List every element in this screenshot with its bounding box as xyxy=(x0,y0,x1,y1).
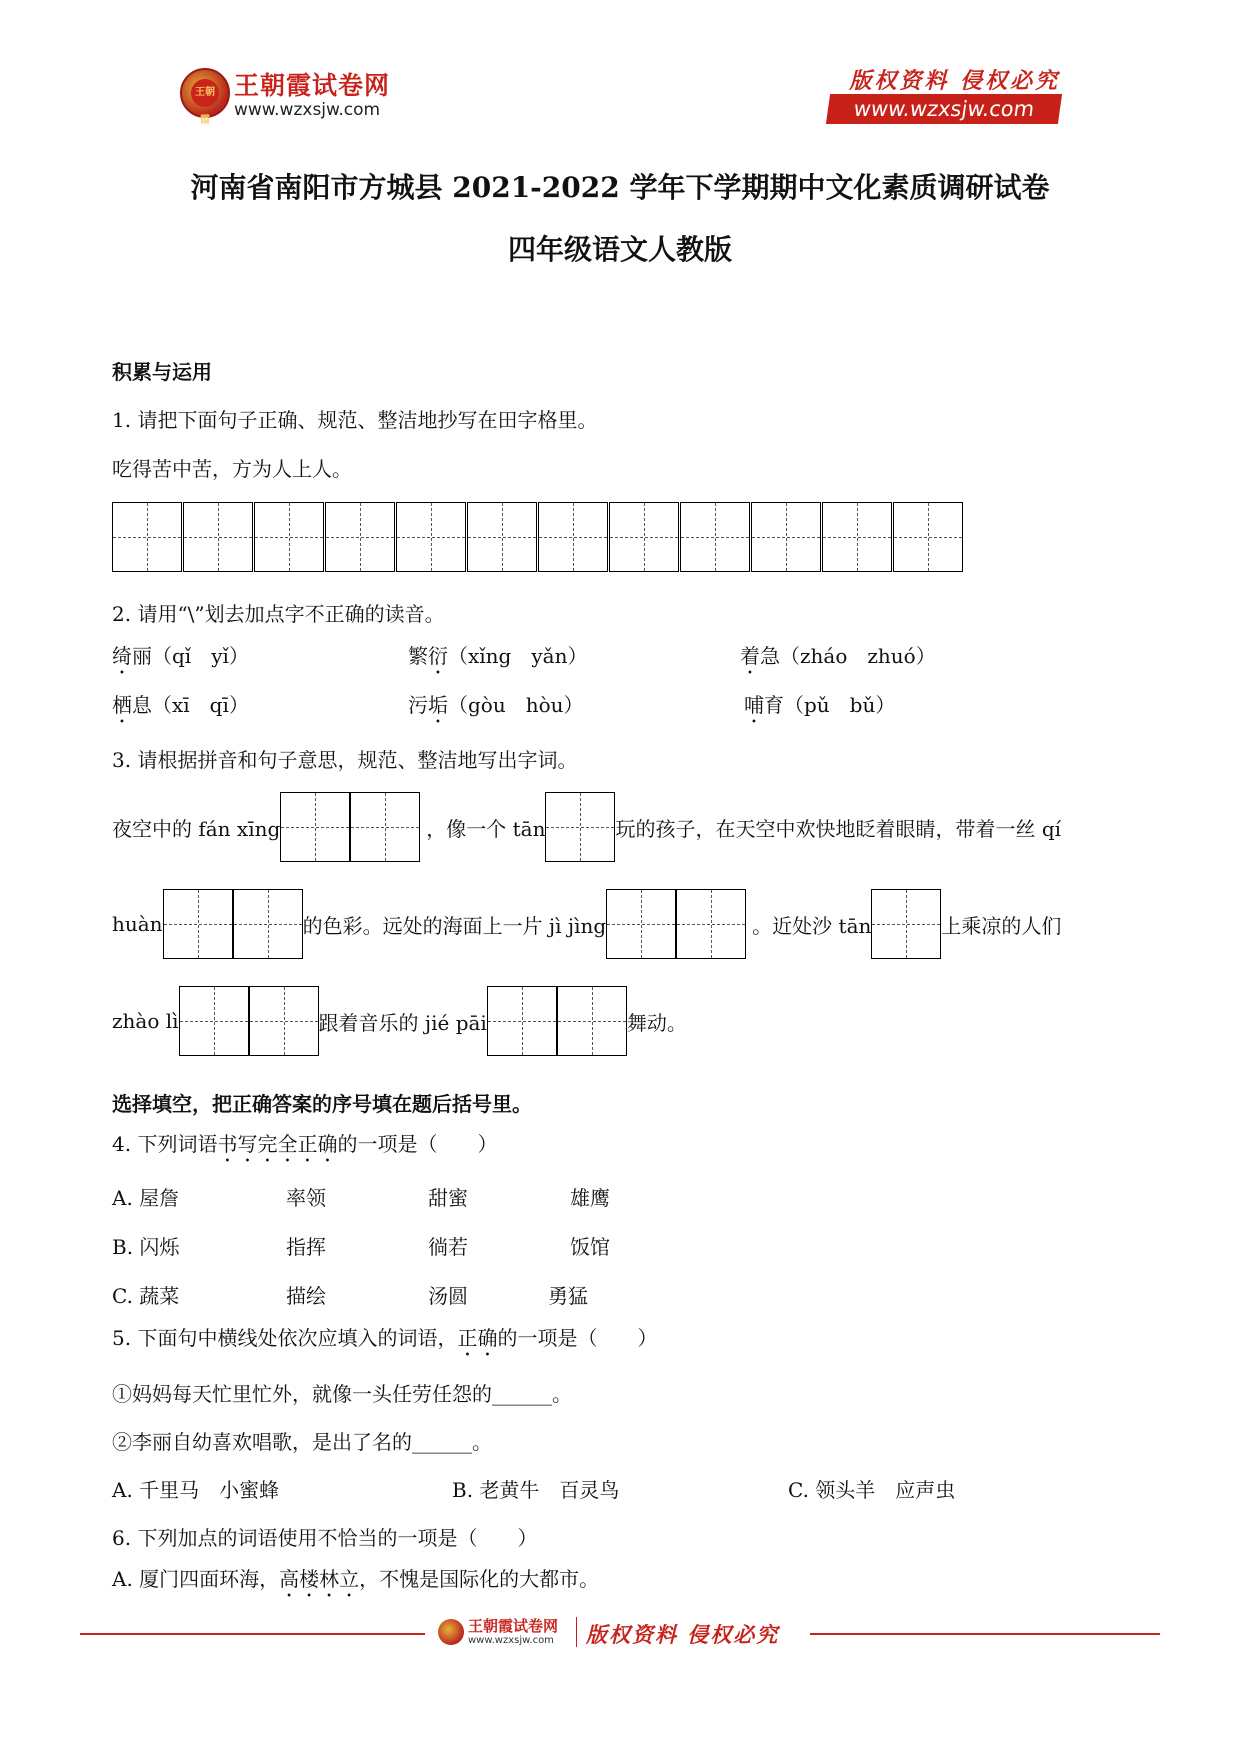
answer-box[interactable] xyxy=(871,889,941,959)
option-c-word: 汤圆 xyxy=(428,1284,468,1308)
option-b-word: 指挥 xyxy=(286,1235,326,1259)
brand-name: 王朝霞试卷网 xyxy=(234,71,391,100)
option-c[interactable]: C. 领头羊 应声虫 xyxy=(788,1478,956,1502)
answer-box[interactable] xyxy=(487,986,557,1056)
answer-box[interactable] xyxy=(676,889,746,959)
answer-box[interactable] xyxy=(233,889,303,959)
option-c-word: 勇猛 xyxy=(548,1284,588,1308)
question-5-sentence-2: ②李丽自幼喜欢唱歌，是出了名的______。 xyxy=(112,1430,492,1454)
footer-divider xyxy=(80,1633,425,1635)
section-heading: 选择填空，把正确答案的序号填在题后括号里。 xyxy=(112,1092,532,1116)
option-b[interactable]: B. 老黄牛 百灵鸟 xyxy=(452,1478,620,1502)
pinyin-item: 繁衍（xǐng yǎn） xyxy=(408,644,588,668)
answer-box[interactable] xyxy=(179,986,249,1056)
grid-cell[interactable] xyxy=(680,502,750,572)
option-a[interactable]: A. 千里马 小蜜蜂 xyxy=(112,1478,280,1502)
brand-url: www.wzxsjw.com xyxy=(234,100,381,120)
pinyin-item: 污垢（gòu hòu） xyxy=(408,693,584,717)
question-5-stem: 5. 下面句中横线处依次应填入的词语，正确的一项是（ ） xyxy=(112,1326,658,1350)
grid-cell[interactable] xyxy=(751,502,821,572)
answer-box[interactable] xyxy=(163,889,233,959)
option-a[interactable]: A. 厦门四面环海，高楼林立，不愧是国际化的大都市。 xyxy=(112,1567,600,1591)
grid-cell[interactable] xyxy=(254,502,324,572)
option-c[interactable]: C. 蔬菜 xyxy=(112,1284,180,1308)
option-c-word: 描绘 xyxy=(286,1284,326,1308)
seal-icon xyxy=(438,1619,464,1645)
footer-copyright: 版权资料 侵权必究 xyxy=(586,1622,780,1647)
question-4-stem: 4. 下列词语书写完全正确的一项是（ ） xyxy=(112,1132,498,1156)
answer-box[interactable] xyxy=(249,986,319,1056)
grid-cell[interactable] xyxy=(822,502,892,572)
option-b-word: 饭馆 xyxy=(570,1235,610,1259)
grid-cell[interactable] xyxy=(893,502,963,572)
fill-row-3: zhào lì 跟着音乐的 jié pāi 舞动。 xyxy=(112,986,687,1056)
footer-divider xyxy=(810,1633,1160,1635)
grid-cell[interactable] xyxy=(538,502,608,572)
pinyin-item: 哺育（pǔ bǔ） xyxy=(744,693,896,717)
answer-box[interactable] xyxy=(545,792,615,862)
answer-box[interactable] xyxy=(280,792,350,862)
question-1-sentence: 吃得苦中苦，方为人上人。 xyxy=(112,457,352,481)
option-b[interactable]: B. 闪烁 xyxy=(112,1235,180,1259)
copyright-text: 版权资料 侵权必究 xyxy=(849,68,1060,94)
answer-box[interactable] xyxy=(350,792,420,862)
writing-grid[interactable] xyxy=(112,502,964,572)
fill-row-1: 夜空中的 fán xīng ，像一个 tān 玩的孩子，在天空中欢快地眨着眼睛，带着一丝 qí xyxy=(112,792,1061,862)
option-a-word: 率领 xyxy=(286,1186,326,1210)
footer-logo: 王朝霞试卷网 www.wzxsjw.com 版权资料 侵权必究 xyxy=(438,1615,803,1653)
grid-cell[interactable] xyxy=(467,502,537,572)
option-a-word: 雄鹰 xyxy=(570,1186,610,1210)
question-3-stem: 3. 请根据拼音和句子意思，规范、整洁地写出字词。 xyxy=(112,748,578,772)
answer-box[interactable] xyxy=(557,986,627,1056)
grid-cell[interactable] xyxy=(183,502,253,572)
answer-box[interactable] xyxy=(606,889,676,959)
seal-icon: 王朝霞 xyxy=(180,68,230,118)
pinyin-item: 栖息（xī qī） xyxy=(112,693,249,717)
option-a-word: 甜蜜 xyxy=(428,1186,468,1210)
option-a[interactable]: A. 屋詹 xyxy=(112,1186,180,1210)
option-b-word: 徜若 xyxy=(428,1235,468,1259)
question-6-stem: 6. 下列加点的词语使用不恰当的一项是（ ） xyxy=(112,1526,538,1550)
site-url: www.wzxsjw.com xyxy=(826,94,1062,124)
page-title: 河南省南阳市方城县 2021-2022 学年下学期期中文化素质调研试卷 xyxy=(190,171,1050,204)
question-2-stem: 2. 请用“\”划去加点字不正确的读音。 xyxy=(112,602,445,626)
grid-cell[interactable] xyxy=(325,502,395,572)
page-subtitle: 四年级语文人教版 xyxy=(507,233,732,266)
grid-cell[interactable] xyxy=(112,502,182,572)
section-heading: 积累与运用 xyxy=(112,360,212,384)
grid-cell[interactable] xyxy=(609,502,679,572)
copyright-header xyxy=(810,64,1060,124)
grid-cell[interactable] xyxy=(396,502,466,572)
site-logo xyxy=(180,64,470,126)
pinyin-item: 着急（zháo zhuó） xyxy=(740,644,936,668)
pinyin-item: 绮丽（qǐ yǐ） xyxy=(112,644,249,668)
question-5-sentence-1: ①妈妈每天忙里忙外，就像一头任劳任怨的______。 xyxy=(112,1382,572,1406)
question-1-stem: 1. 请把下面句子正确、规范、整洁地抄写在田字格里。 xyxy=(112,408,598,432)
fill-row-2: huàn 的色彩。远处的海面上一片 jì jìng 。近处沙 tān 上乘凉的人们 xyxy=(112,889,1061,959)
